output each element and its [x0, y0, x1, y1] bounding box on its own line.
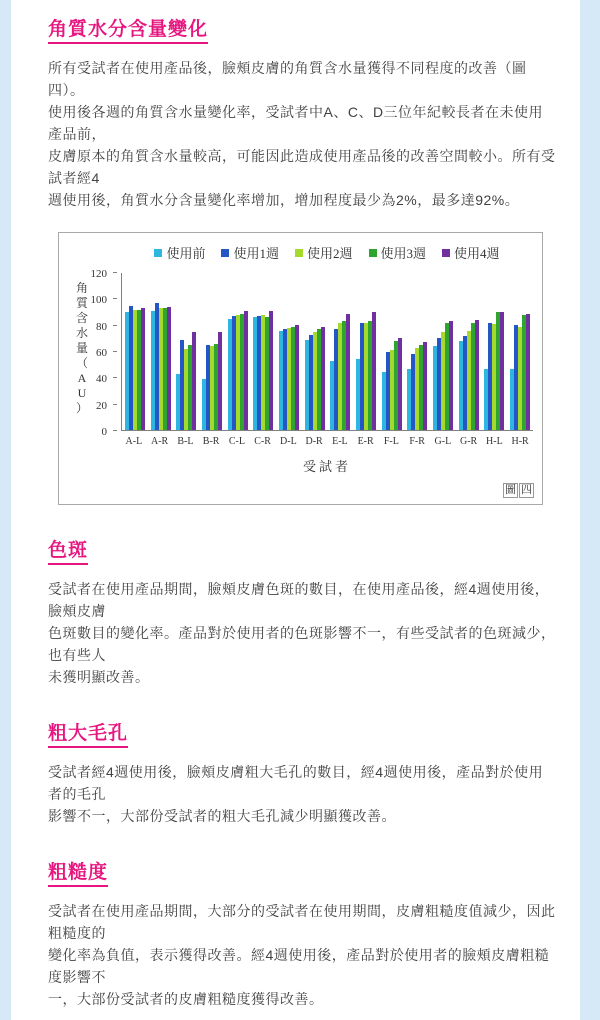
bar-group	[433, 273, 453, 430]
section-paragraph-pigmentation	[48, 578, 556, 688]
x-tick-label: A-L	[125, 436, 143, 447]
y-axis-label-char: ）	[76, 401, 89, 415]
bar	[295, 325, 299, 430]
bar-group	[382, 273, 402, 430]
paragraph-line: 皮膚原本的角質含水量較高，可能因此造成使用產品後的改善空間較小。所有受試者經4	[48, 148, 556, 186]
y-axis-label-char: U	[77, 386, 87, 400]
bar	[423, 342, 427, 430]
legend-swatch-icon	[369, 249, 377, 257]
bar-group	[510, 273, 530, 430]
legend-item	[295, 243, 353, 262]
bar-group	[253, 273, 273, 430]
x-tick-label: G-L	[434, 436, 452, 447]
section-heading-roughness: 粗糙度	[48, 857, 108, 887]
bar	[398, 338, 402, 430]
y-tick-label: 20	[96, 399, 107, 412]
legend-item	[369, 243, 427, 262]
document-page	[11, 0, 580, 1020]
paragraph-line: 受試者經4週使用後，臉頰皮膚粗大毛孔的數目，經4週使用後，產品對於使用者的毛孔	[48, 764, 544, 802]
bar-group	[125, 273, 145, 430]
chart-legend	[121, 243, 533, 262]
chart-figure	[58, 232, 543, 505]
y-axis-ticks	[59, 268, 117, 438]
x-tick-label: A-R	[151, 436, 169, 447]
paragraph-line: 使用後各週的角質含水量變化率，受試者中A、C、D三位年紀較長者在未使用產品前，	[48, 104, 544, 142]
x-tick-label: F-L	[383, 436, 399, 447]
y-tick-mark	[113, 298, 117, 299]
bar	[475, 320, 479, 430]
y-tick-label: 120	[90, 268, 107, 280]
bar	[321, 327, 325, 430]
x-axis-title: 受試者	[302, 459, 351, 474]
y-tick-label: 0	[101, 426, 107, 438]
y-tick-label: 100	[90, 294, 107, 307]
legend-swatch-icon	[295, 249, 303, 257]
paragraph-line: 未獲明顯改善。	[48, 669, 150, 685]
bar	[372, 312, 376, 430]
paragraph-line: 影響不一，大部份受試者的粗大毛孔減少明顯獲改善。	[48, 808, 396, 824]
bar	[192, 332, 196, 430]
y-axis-label-char: 水	[76, 326, 89, 340]
section-paragraph-roughness	[48, 900, 556, 1010]
paragraph-line: 受試者在使用產品期間，大部分的受試者在使用期間，皮膚粗糙度值減少，因此粗糙度的	[48, 903, 556, 941]
bar	[346, 314, 350, 430]
paragraph-line: 所有受試者在使用產品後，臉頰皮膚的角質含水量獲得不同程度的改善（圖四）。	[48, 60, 527, 98]
bar	[269, 311, 273, 430]
section-roughness	[48, 857, 556, 1010]
legend-swatch-icon	[442, 249, 450, 257]
y-axis-label-char: （	[76, 356, 89, 370]
legend-label: 使用2週	[306, 246, 353, 261]
bar	[500, 312, 504, 430]
legend-label: 使用3週	[380, 246, 427, 261]
bar	[141, 308, 145, 430]
paragraph-line: 一，大部份受試者的皮膚粗糙度獲得改善。	[48, 991, 324, 1007]
y-tick-mark	[113, 404, 117, 405]
y-axis-label-char: 角	[76, 281, 89, 295]
legend-label: 使用1週	[233, 246, 279, 261]
x-tick-label: D-L	[280, 436, 297, 447]
figure-caption	[503, 483, 534, 498]
legend-label: 使用前	[166, 246, 206, 261]
bar	[526, 314, 530, 430]
y-tick-label: 40	[96, 373, 107, 386]
section-moisture	[48, 14, 556, 505]
y-tick-mark	[113, 430, 117, 431]
paragraph-line: 週使用後，角質水分含量變化率增加，增加程度最少為2%，最多達92%。	[48, 192, 520, 208]
y-tick-mark	[113, 351, 117, 352]
figure-caption-char: 四	[521, 484, 532, 496]
bar-group	[151, 273, 171, 430]
y-axis-label-char: 量	[76, 341, 89, 355]
x-tick-label: F-R	[409, 436, 425, 447]
x-tick-label: E-R	[357, 436, 374, 447]
y-axis-label-char: 含	[76, 311, 89, 325]
bar-group	[330, 273, 350, 430]
x-tick-label: H-L	[486, 436, 503, 447]
bar	[218, 332, 222, 430]
section-heading-pigmentation: 色斑	[48, 535, 88, 565]
paragraph-line: 色斑數目的變化率。產品對於使用者的色斑影響不一，有些受試者的色斑減少，也有些人	[48, 625, 556, 663]
y-tick-label: 80	[96, 320, 107, 333]
x-tick-label: E-L	[332, 436, 348, 447]
x-axis-labels	[121, 436, 533, 447]
legend-swatch-icon	[154, 249, 162, 257]
section-paragraph-pores	[48, 761, 556, 827]
plot-area	[121, 273, 533, 431]
bar-group	[305, 273, 325, 430]
y-tick-label: 60	[96, 347, 107, 359]
bar	[449, 321, 453, 430]
bar	[244, 311, 248, 430]
paragraph-line: 受試者在使用產品期間，臉頰皮膚色斑的數目，在使用產品後，經4週使用後，臉頰皮膚	[48, 581, 550, 619]
legend-item	[221, 243, 279, 262]
figure-caption-char: 圖	[505, 484, 516, 496]
legend-item	[154, 243, 205, 262]
y-tick-mark	[113, 325, 117, 326]
bar-group	[202, 273, 222, 430]
x-tick-label: B-R	[202, 436, 220, 447]
section-pores	[48, 718, 556, 827]
y-tick-mark	[113, 377, 117, 378]
x-tick-label: C-R	[254, 436, 271, 447]
x-tick-label: D-R	[305, 436, 323, 447]
legend-swatch-icon	[221, 249, 229, 257]
legend-label: 使用4週	[454, 246, 500, 261]
section-pigmentation	[48, 535, 556, 688]
x-tick-label: B-L	[177, 436, 194, 447]
paragraph-line: 變化率為負值，表示獲得改善。經4週使用後，產品對於使用者的臉頰皮膚粗糙度影響不	[48, 947, 550, 985]
x-tick-label: C-L	[228, 436, 245, 447]
section-paragraph-moisture	[48, 57, 556, 211]
bar	[167, 307, 171, 430]
bar-group	[356, 273, 376, 430]
bar-group	[228, 273, 248, 430]
bar-group	[176, 273, 196, 430]
x-tick-label: G-R	[460, 436, 478, 447]
x-tick-label: H-R	[511, 436, 529, 447]
bar-group	[407, 273, 427, 430]
legend-item	[442, 243, 500, 262]
bar-group	[459, 273, 479, 430]
y-axis-label-char: 質	[76, 296, 89, 310]
bar-group	[484, 273, 504, 430]
y-axis-label-char: A	[77, 371, 87, 385]
y-tick-mark	[113, 272, 117, 273]
section-heading-pores: 粗大毛孔	[48, 718, 128, 748]
section-heading-moisture: 角質水分含量變化	[48, 14, 208, 44]
bar-group	[279, 273, 299, 430]
